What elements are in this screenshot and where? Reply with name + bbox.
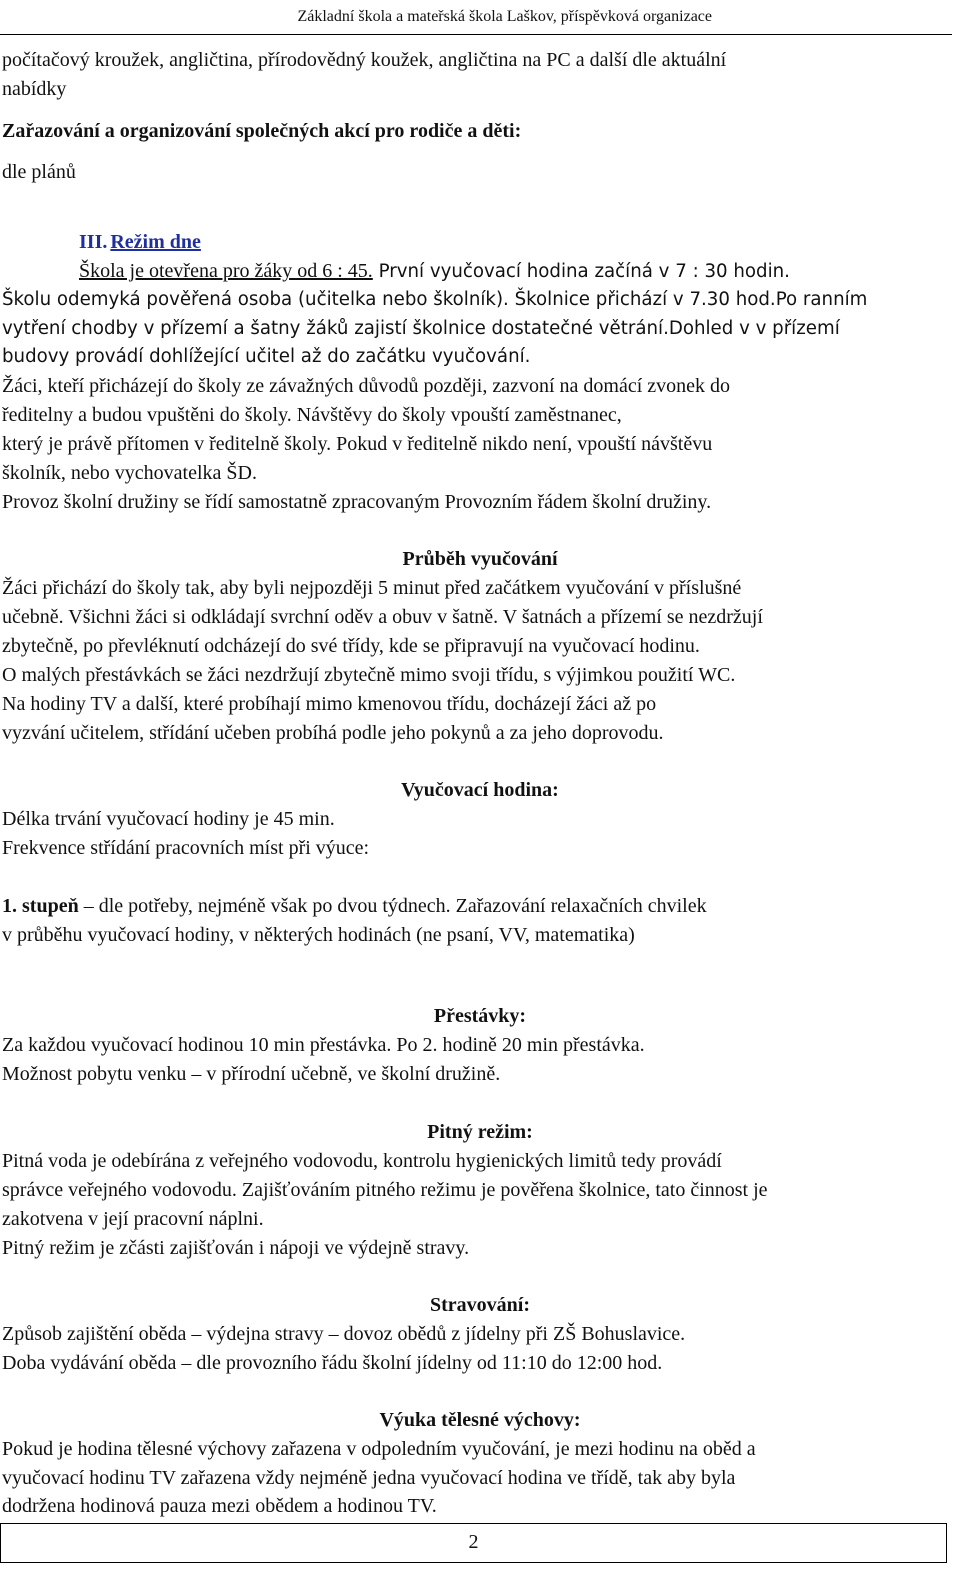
heading-hodina: Vyučovací hodina: [401, 779, 559, 801]
rezim-line-9: Provoz školní družiny se řídí samostatně zpracovaným Provozním řádem školní družiny. [2, 491, 712, 513]
heading-tv: Výuka tělesné výchovy: [379, 1409, 581, 1431]
prubeh-line-6: vyzvání učitelem, střídání učeben probíhá podle jeho pokynů a za jeho doprovodu. [2, 722, 664, 744]
heading-stravovani: Stravování: [430, 1294, 530, 1316]
prubeh-line-2: učebně. Všichni žáci si odkládají svrchní oděv a obuv v šatně. V šatnách a přízemí se nezdržují [2, 606, 763, 628]
header-title: Základní škola a mateřská škola Laškov, příspěvková organizace [297, 8, 712, 25]
heading-prubeh: Průběh vyučování [402, 548, 558, 570]
pitny-line-3: zakotvena v její pracovní náplni. [2, 1208, 264, 1230]
intro-line-1: počítačový kroužek, angličtina, přírodovědný koužek, angličtina na PC a další dle aktuální [2, 49, 727, 71]
stupen-label: 1. stupeň [2, 895, 79, 917]
intro-heading: Zařazování a organizování společných akcí pro rodiče a děti: [2, 120, 522, 142]
stravovani-line-1: Způsob zajištění oběda – výdejna stravy – dovoz obědů z jídelny při ZŠ Bohuslavice. [2, 1323, 686, 1345]
stravovani-line-2: Doba vydávání oběda – dle provozního řádu školní jídelny od 11:10 do 12:00 hod. [2, 1352, 663, 1374]
page-footer [0, 1523, 947, 1563]
rezim-line-2: Školu odemyká pověřená osoba (učitelka nebo školník). Školnice přichází v 7.30 hod.Po ranním [2, 289, 868, 310]
prubeh-line-4: O malých přestávkách se žáci nezdržují zbytečně mimo svoji třídu, s výjimkou použití WC. [2, 664, 736, 686]
prubeh-line-5: Na hodiny TV a další, které probíhají mimo kmenovou třídu, docházejí žáci až po [2, 693, 657, 715]
heading-prestavky: Přestávky: [433, 1005, 527, 1027]
tv-line-3: dodržena hodinová pauza mezi obědem a hodinou TV. [2, 1495, 437, 1517]
rezim-line-5: Žáci, kteří přicházejí do školy ze závažných důvodů později, zazvoní na domácí zvonek do [2, 375, 731, 397]
tv-line-2: vyučovací hodinu TV zařazena vždy nejméně jedna vyučovací hodina ve třídě, tak aby byla [2, 1467, 736, 1489]
rezim-line-4: budovy provádí dohlížející učitel až do začátku vyučování. [2, 346, 531, 367]
prubeh-line-3: zbytečně, po převléknutí odcházejí do své třídy, kde se připravují na vyučovací hodinu. [2, 635, 700, 657]
stupen-text: – dle potřeby, nejméně však po dvou týdnech. Zařazování relaxačních chvilek [78, 895, 707, 917]
hodina-line-1: Délka trvání vyučovací hodiny je 45 min. [2, 808, 335, 830]
rezim-line-3: vytření chodby v přízemí a šatny žáků zajistí školnice dostatečné větrání.Dohled v v přízemí [2, 318, 840, 339]
tv-line-1: Pokud je hodina tělesné výchovy zařazena v odpoledním vyučování, je mezi hodinu na oběd a [2, 1438, 756, 1460]
page-header [0, 0, 952, 35]
page-number: 2 [468, 1531, 479, 1553]
intro-text: dle plánů [2, 161, 76, 183]
prestavky-line-2: Možnost pobytu venku – v přírodní učebně, ve školní družině. [2, 1063, 501, 1085]
rezim-line-6: ředitelny a budou vpuštěni do školy. Návštěvy do školy vpouští zaměstnanec, [2, 404, 622, 426]
pitny-line-1: Pitná voda je odebírána z veřejného vodovodu, kontrolu hygienických limitů tedy provádí [2, 1150, 722, 1172]
section-title: Režim dne [110, 231, 201, 253]
prestavky-line-1: Za každou vyučovací hodinou 10 min přestávka. Po 2. hodině 20 min přestávka. [2, 1034, 645, 1056]
rezim-opening-hours: Škola je otevřena pro žáky od 6 : 45. [79, 260, 373, 282]
pitny-line-4: Pitný režim je zčásti zajišťován i nápoji ve výdejně stravy. [2, 1237, 470, 1259]
heading-pitny: Pitný režim: [427, 1121, 533, 1143]
prubeh-line-1: Žáci přichází do školy tak, aby byli nejpozději 5 minut před začátkem vyučování v příslušné [2, 577, 742, 599]
hodina-line-4: v průběhu vyučovací hodiny, v některých hodinách (ne psaní, VV, matematika) [2, 924, 635, 946]
pitny-line-2: správce veřejného vodovodu. Zajišťováním pitného režimu je pověřena školnice, tato činnost je [2, 1179, 768, 1201]
hodina-line-2: Frekvence střídání pracovních míst při výuce: [2, 837, 370, 859]
section-heading-rezim [79, 230, 201, 254]
rezim-first-lesson: První vyučovací hodina začíná v 7 : 30 hodin. [372, 261, 790, 282]
rezim-line-8: školník, nebo vychovatelka ŠD. [2, 462, 257, 484]
hodina-line-3 [2, 894, 707, 918]
rezim-line-1 [79, 259, 790, 284]
section-numeral: III. [79, 231, 108, 253]
intro-line-2: nabídky [2, 78, 67, 100]
rezim-line-7: který je právě přítomen v ředitelně školy. Pokud v ředitelně nikdo není, vpouští návštěvu [2, 433, 713, 455]
